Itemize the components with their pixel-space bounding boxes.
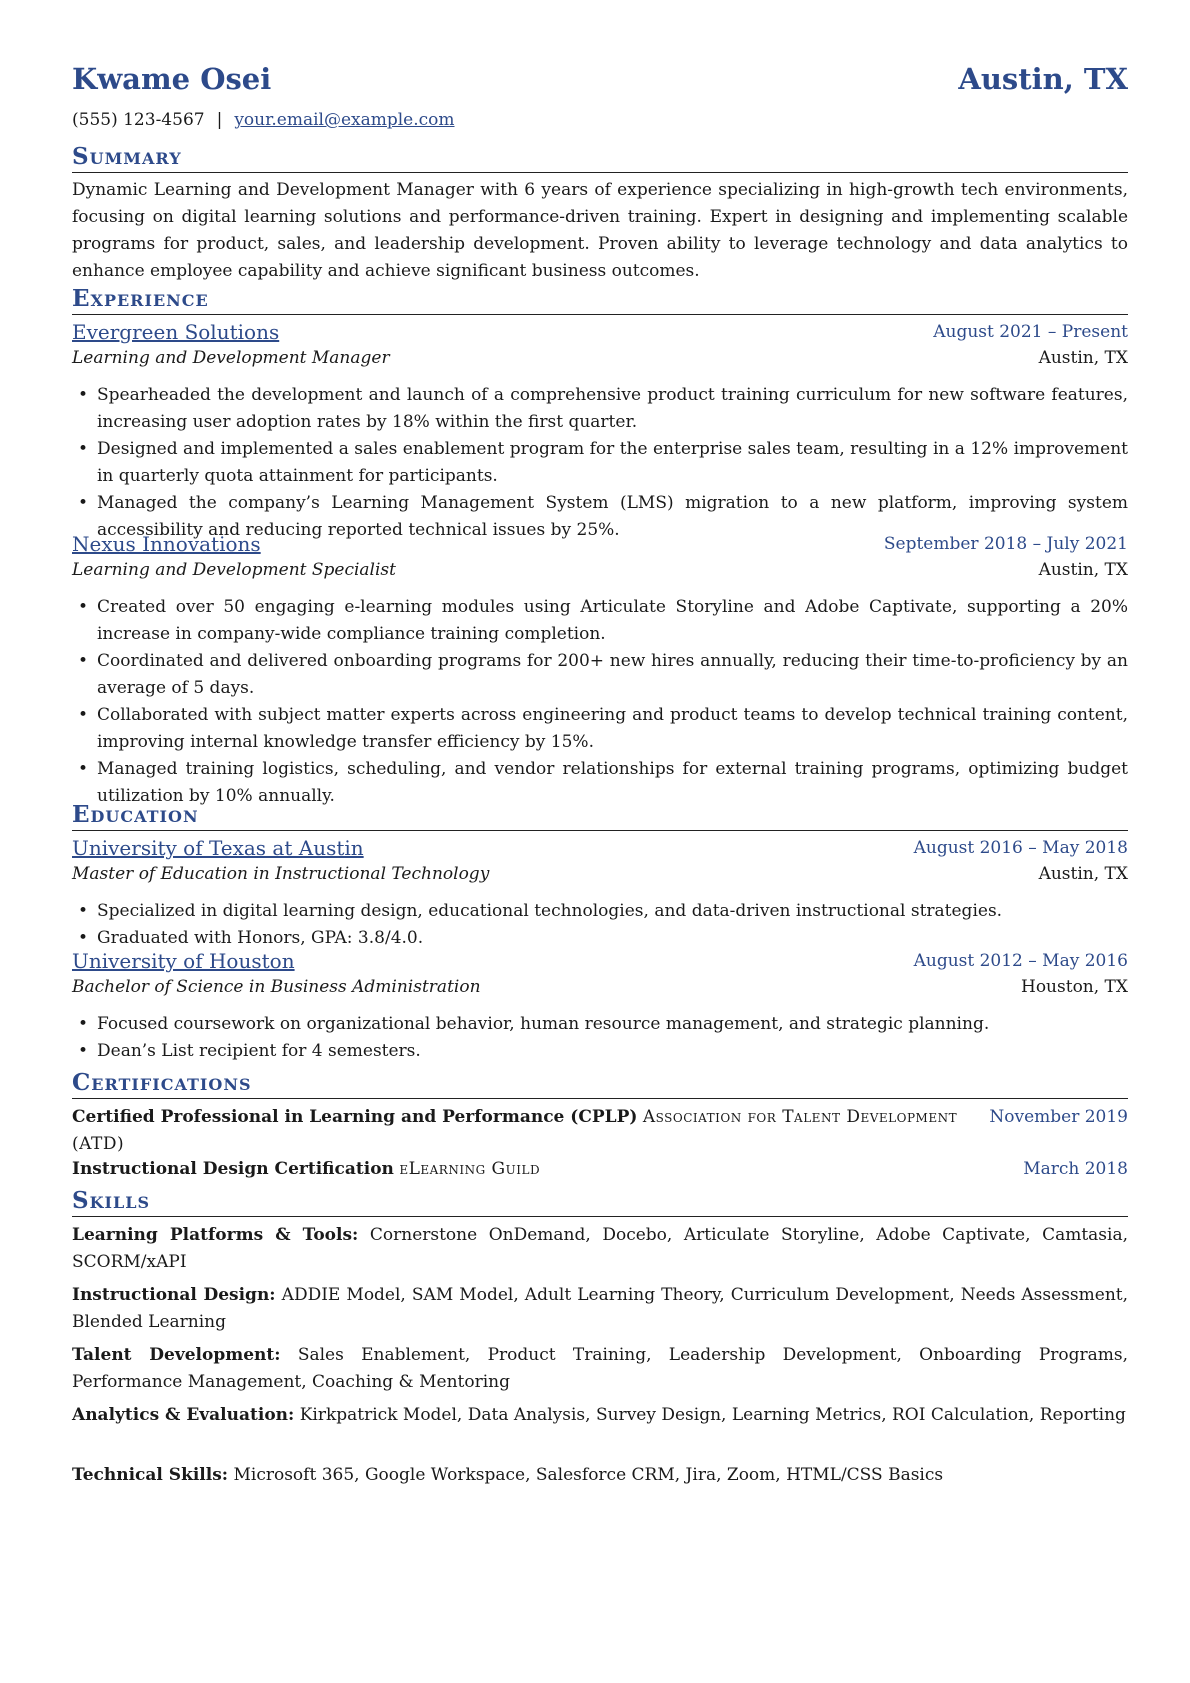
education-section-header (72, 800, 1128, 831)
school-bullets (72, 1011, 1128, 1065)
certifications-section-header (72, 1068, 1128, 1099)
school-header (72, 836, 1128, 863)
skill-label: Talent Development: (72, 1345, 281, 1365)
skill-row (72, 1342, 1128, 1396)
skill-label: Instructional Design: (72, 1285, 276, 1305)
job-dates: August 2021 – Present (933, 322, 1128, 342)
job-dates: September 2018 – July 2021 (883, 534, 1128, 554)
job-role: Learning and Development Specialist (72, 560, 396, 580)
school-org-link[interactable]: University of Houston (72, 949, 295, 973)
list-item: • Coordinated and delivered onboarding programs for 200+ new hires annually, reducing their time-to-proficiency by an average of 5 days. (72, 648, 1128, 702)
certification-item (72, 1156, 1128, 1183)
job-bullets (72, 382, 1128, 544)
list-item: • Focused coursework on organizational behavior, human resource management, and strategic planning. (72, 1011, 1128, 1038)
certifications-heading: Certifications (72, 1069, 252, 1096)
contact-separator: | (216, 110, 223, 130)
school-header (72, 949, 1128, 976)
school-dates: August 2012 – May 2016 (913, 951, 1128, 971)
skill-label: Learning Platforms & Tools: (72, 1225, 359, 1245)
list-item: • Created over 50 engaging e-learning modules using Articulate Storyline and Adobe Captivate, supporting a 20% increase in company-wide compliance training completion. (72, 594, 1128, 648)
job-role-row (72, 348, 1128, 375)
list-item: • Managed training logistics, scheduling, and vendor relationships for external training programs, optimizing budget utilization by 10% annually. (72, 756, 1128, 810)
school-degree-row (72, 977, 1128, 1004)
skill-label: Technical Skills: (72, 1465, 229, 1485)
contact-line (72, 110, 455, 130)
skills-heading: Skills (72, 1187, 151, 1214)
school-degree: Master of Education in Instructional Technology (72, 864, 490, 884)
list-item: • Specialized in digital learning design, educational technologies, and data-driven instructional strategies. (72, 898, 1128, 925)
cert-issuer: eLearning Guild (399, 1159, 541, 1179)
job-location: Austin, TX (1038, 560, 1128, 580)
email-link[interactable]: your.email@example.com (234, 110, 455, 130)
candidate-name: Kwame Osei (72, 62, 272, 96)
cert-date: November 2019 (979, 1104, 1128, 1131)
school-dates: August 2016 – May 2018 (913, 838, 1128, 858)
cert-name: Certified Professional in Learning and Performance (CPLP) (72, 1107, 638, 1127)
job-header (72, 320, 1128, 347)
summary-heading: Summary (72, 143, 182, 170)
skill-value: Cornerstone OnDemand, Docebo, Articulate Storyline, Adobe Captivate, Camtasia, SCORM/xAPI (72, 1225, 1128, 1272)
list-item: • Managed the company’s Learning Management System (LMS) migration to a new platform, improving system accessibility and reducing reported technical issues by 25%. (72, 490, 1128, 544)
experience-heading: Experience (72, 285, 209, 312)
job-location: Austin, TX (1038, 348, 1128, 368)
job-header (72, 532, 1128, 559)
list-item: • Graduated with Honors, GPA: 3.8/4.0. (72, 925, 1128, 952)
list-item: • Collaborated with subject matter experts across engineering and product teams to develop technical training content, improving internal knowledge transfer efficiency by 15%. (72, 702, 1128, 756)
summary-section-header (72, 142, 1128, 173)
school-location: Austin, TX (1038, 864, 1128, 884)
education-heading: Education (72, 801, 199, 828)
skill-value: Kirkpatrick Model, Data Analysis, Survey Design, Learning Metrics, ROI Calculation, Reporting (299, 1405, 1126, 1425)
job-org-link[interactable]: Nexus Innovations (72, 532, 261, 556)
skill-row (72, 1462, 1128, 1489)
cert-issuer: Association for Talent Development (ATD) (72, 1107, 958, 1154)
summary-text: Dynamic Learning and Development Manager with 6 years of experience specializing in high-growth tech environments, focusing on digital learning solutions and performance-driven training. Expert in designing and implementing scalable programs for product, sales, and leadership development. Proven ability to leverage technology and data analytics to enhance employee capability and achieve significant business outcomes. (72, 180, 1128, 281)
skill-value: Microsoft 365, Google Workspace, Salesforce CRM, Jira, Zoom, HTML/CSS Basics (233, 1465, 944, 1485)
experience-section-header (72, 284, 1128, 315)
job-org-link[interactable]: Evergreen Solutions (72, 320, 280, 344)
candidate-city: Austin, TX (958, 62, 1128, 96)
list-item: • Designed and implemented a sales enablement program for the enterprise sales team, resulting in a 12% improvement in quarterly quota attainment for participants. (72, 436, 1128, 490)
skill-row (72, 1402, 1128, 1429)
skill-value: Sales Enablement, Product Training, Leadership Development, Onboarding Programs, Performance Management, Coaching & Mentoring (72, 1345, 1129, 1392)
school-bullets (72, 898, 1128, 952)
school-org-link[interactable]: University of Texas at Austin (72, 836, 364, 860)
job-role-row (72, 560, 1128, 587)
cert-date: March 2018 (1013, 1156, 1128, 1183)
certification-item (72, 1104, 1128, 1158)
school-degree: Bachelor of Science in Business Administration (72, 977, 481, 997)
skill-row (72, 1282, 1128, 1336)
skills-section-header (72, 1186, 1128, 1217)
school-location: Houston, TX (1021, 977, 1128, 997)
job-role: Learning and Development Manager (72, 348, 390, 368)
list-item: • Dean’s List recipient for 4 semesters. (72, 1038, 1128, 1065)
skill-label: Analytics & Evaluation: (72, 1405, 295, 1425)
list-item: • Spearheaded the development and launch of a comprehensive product training curriculum for new software features, increasing user adoption rates by 18% within the first quarter. (72, 382, 1128, 436)
skill-row (72, 1222, 1128, 1276)
cert-name: Instructional Design Certification (72, 1159, 394, 1179)
resume-header (72, 62, 1128, 102)
school-degree-row (72, 864, 1128, 891)
skill-value: ADDIE Model, SAM Model, Adult Learning Theory, Curriculum Development, Needs Assessment, Blended Learning (72, 1285, 1129, 1332)
phone-number: (555) 123-4567 (72, 110, 205, 130)
job-bullets (72, 594, 1128, 810)
